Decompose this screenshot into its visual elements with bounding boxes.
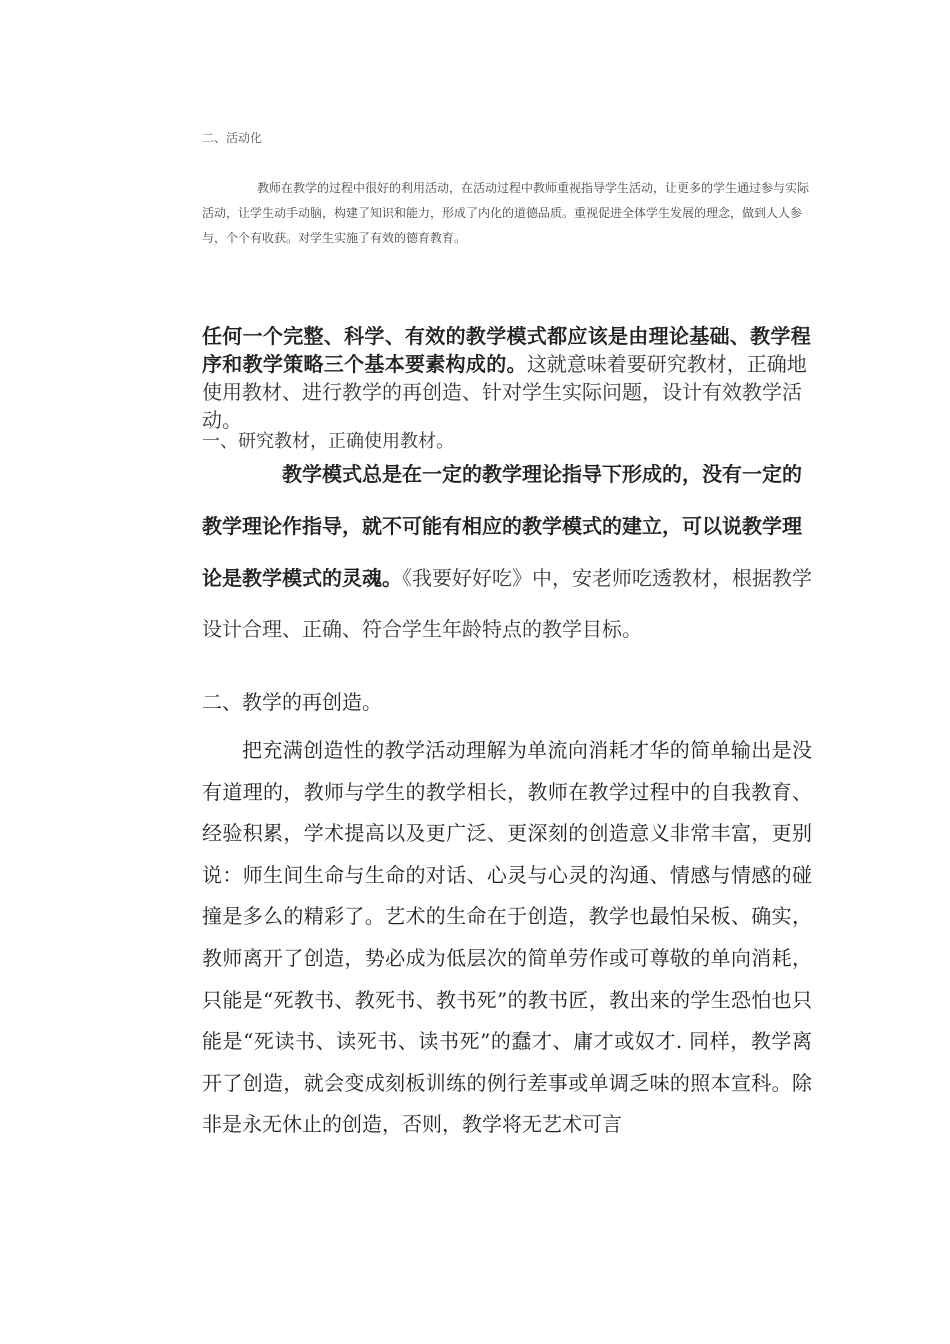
intro-rest-text: 这就意味着要研究教材，正确地使用教材、进行教学的再创造、针对学生实际问题，设计有效教学活动。 (202, 352, 807, 432)
theory-lead-text: 教学模式总是在一定的教学理论指导下形成的，没有一定的教学理论作指导，就不可能有相应的教学模式的建立，可以说教学理论是教学模式的灵魂。 (202, 462, 802, 590)
heading-study-materials: 一、研究教材，正确使用教材。 (202, 431, 454, 452)
section-heading-activity: 二、活动化 (202, 131, 263, 145)
activity-paragraph: 教师在教学的过程中很好的利用活动，在活动过程中教师重视指导学生活动，让更多的学生通过参与实际活动，让学生动手动脑，构建了知识和能力，形成了内化的道德品质。重视促进全体学生发展的理念，做到人人参与，个个有收获。对学生实施了有效的德育教育。 (202, 181, 810, 245)
intro-lead-text: 任何一个完整、科学、有效的教学模式都应该是由理论基础、教学程序和教学策略三个基本要素构成的。 (202, 324, 811, 376)
recreation-paragraph: 把充满创造性的教学活动理解为单流向消耗才华的简单输出是没有道理的，教师与学生的教学相长，教师在教学过程中的自我教育、经验积累，学术提高以及更广泛、更深刻的创造意义非常丰富，更别说：师生间生命与生命的对话、心灵与心灵的沟通、情感与情感的碰撞是多么的精彩了。艺术的生命在于创造，教学也最怕呆板、确实，教师离开了创造，势必成为低层次的简单劳作或可尊敬的单向消耗，只能是“死教书、教死书、教书死”的教书匠，教出来的学生恐怕也只能是“死读书、读死书、读书死”的蠢才、庸才或奴才. 同样，教学离开了创造，就会变成刻板训练的例行差事或单调乏味的照本宣科。除非是永无休止的创造，否则，教学将无艺术可言 (202, 738, 812, 1137)
heading-recreation: 二、教学的再创造。 (202, 690, 382, 714)
theory-paragraph (202, 449, 812, 656)
theory-rest-text: 《我要好好吃》中，安老师吃透教材，根据教学设计合理、正确、符合学生年龄特点的教学目标。 (202, 566, 812, 641)
intro-paragraph (202, 323, 812, 435)
